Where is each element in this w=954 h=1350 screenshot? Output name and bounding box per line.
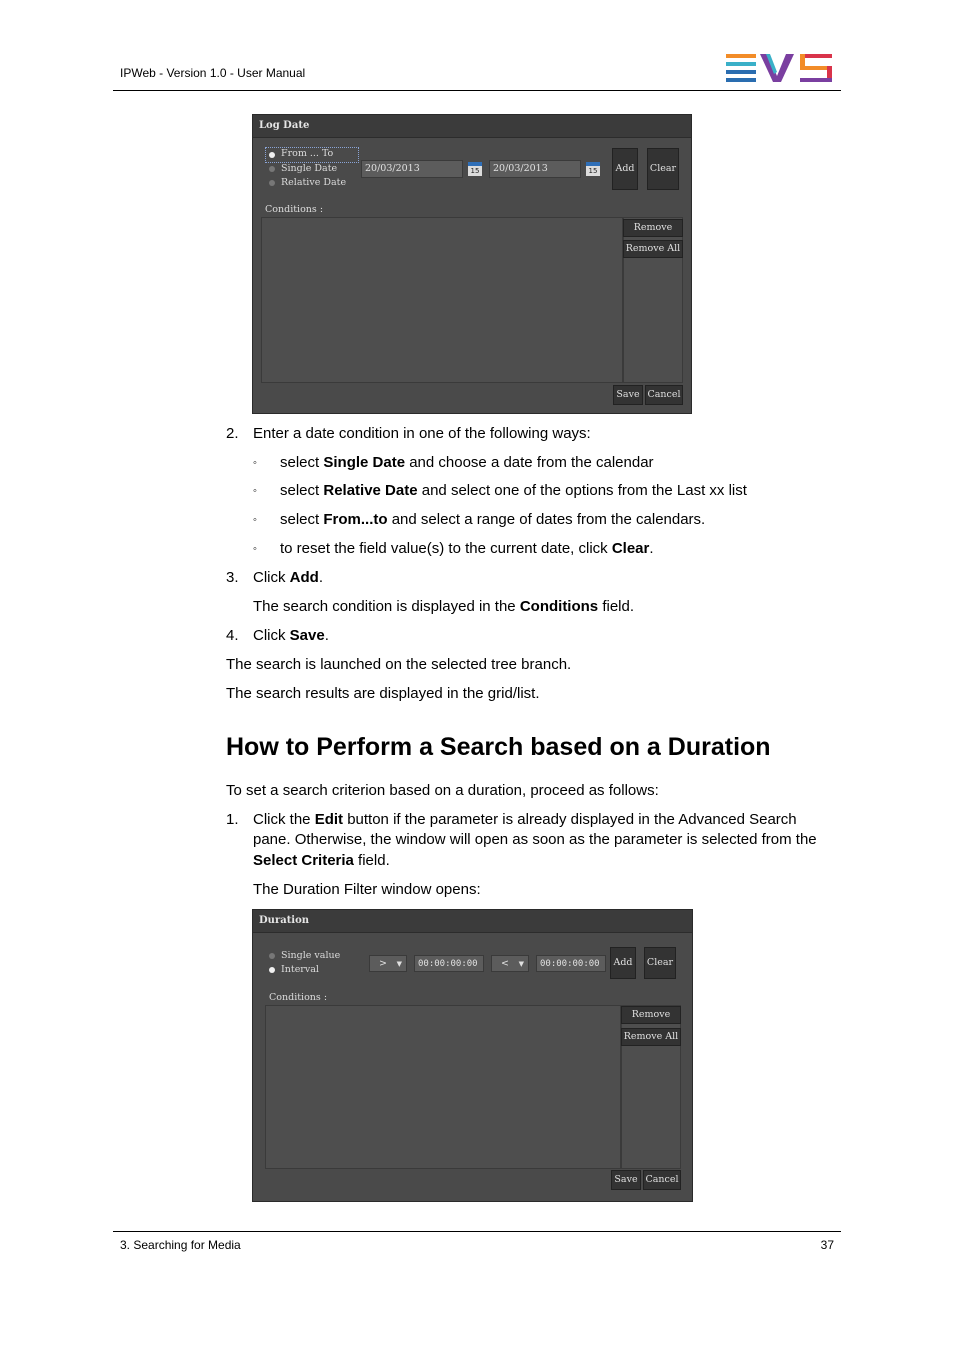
text: Click bbox=[253, 569, 290, 586]
remove-all-button[interactable]: Remove All bbox=[623, 240, 683, 258]
text: and select one of the options from the Last xx list bbox=[417, 482, 747, 499]
bold-term: Relative Date bbox=[323, 482, 418, 499]
operator-select-2[interactable] bbox=[491, 955, 529, 972]
chevron-down-icon: ▼ bbox=[396, 960, 402, 968]
operator-value: > bbox=[379, 958, 387, 969]
date-to-field[interactable]: 20/03/2013 bbox=[489, 160, 581, 178]
bold-term: Add bbox=[289, 569, 319, 586]
clear-button[interactable]: Clear bbox=[644, 947, 676, 979]
step-subtext: The Duration Filter window opens: bbox=[253, 881, 481, 898]
cancel-button[interactable]: Cancel bbox=[645, 385, 683, 405]
text: Click bbox=[253, 627, 290, 644]
dialog-title: Duration bbox=[253, 910, 692, 933]
save-button[interactable]: Save bbox=[611, 1170, 641, 1190]
bullet-item bbox=[280, 453, 654, 473]
step-number: 3. bbox=[226, 569, 239, 586]
operator-select-1[interactable] bbox=[369, 955, 407, 972]
bold-term: Single Date bbox=[323, 454, 406, 471]
text: . bbox=[324, 627, 329, 644]
radio-single-date[interactable] bbox=[269, 166, 275, 172]
text: Click the bbox=[253, 811, 315, 828]
header-title: IPWeb - Version 1.0 - User Manual bbox=[120, 66, 306, 80]
bullet-icon: ◦ bbox=[253, 543, 257, 555]
remove-all-button[interactable]: Remove All bbox=[621, 1028, 681, 1046]
dialog-title: Log Date bbox=[253, 115, 691, 138]
bullet-item bbox=[280, 510, 705, 530]
option-single-date-label: Single Date bbox=[281, 163, 338, 174]
option-single-value-label: Single value bbox=[281, 950, 341, 961]
clear-button[interactable]: Clear bbox=[647, 148, 679, 190]
step-number: 4. bbox=[226, 627, 239, 644]
option-from-to-label: From ... To bbox=[281, 148, 334, 159]
conditions-list[interactable] bbox=[261, 217, 623, 383]
log-date-dialog bbox=[252, 114, 692, 414]
bold-term: Conditions bbox=[519, 598, 599, 615]
remove-button[interactable]: Remove bbox=[623, 219, 683, 237]
duration-time-field-2[interactable]: 00:00:00:00 bbox=[536, 955, 606, 972]
step-text-line: pane. Otherwise, the window will open as soon as the parameter is selected from the bbox=[253, 831, 817, 848]
date-from-field[interactable]: 20/03/2013 bbox=[361, 160, 463, 178]
bold-term: Edit bbox=[314, 811, 344, 828]
text: select bbox=[280, 454, 324, 471]
step-text bbox=[253, 568, 323, 588]
radio-single-value[interactable] bbox=[269, 953, 275, 959]
bullet-icon: ◦ bbox=[253, 514, 257, 526]
radio-from-to[interactable] bbox=[269, 152, 275, 158]
operator-value: < bbox=[501, 958, 509, 969]
text: and select a range of dates from the calendars. bbox=[387, 511, 706, 528]
text: and choose a date from the calendar bbox=[405, 454, 654, 471]
text: select bbox=[280, 511, 324, 528]
add-button[interactable]: Add bbox=[612, 148, 638, 190]
text: The search condition is displayed in the bbox=[253, 598, 520, 615]
bullet-icon: ◦ bbox=[253, 485, 257, 497]
text: to reset the field value(s) to the current date, click bbox=[280, 540, 612, 557]
evs-logo bbox=[726, 54, 834, 82]
option-interval-label: Interval bbox=[281, 964, 319, 975]
step-text-line bbox=[253, 851, 390, 871]
bold-term: Select Criteria bbox=[253, 852, 354, 869]
text: field. bbox=[598, 598, 635, 615]
section-heading: How to Perform a Search based on a Duration bbox=[226, 733, 771, 761]
calendar-icon[interactable]: 15 bbox=[468, 162, 482, 176]
remove-button[interactable]: Remove bbox=[621, 1006, 681, 1024]
step-text: Enter a date condition in one of the following ways: bbox=[253, 425, 591, 442]
option-relative-date-label: Relative Date bbox=[281, 177, 347, 188]
chevron-down-icon: ▼ bbox=[518, 960, 524, 968]
conditions-label: Conditions : bbox=[269, 992, 328, 1003]
duration-time-field-1[interactable]: 00:00:00:00 bbox=[414, 955, 484, 972]
paragraph: The search results are displayed in the grid/list. bbox=[226, 685, 540, 702]
calendar-icon[interactable]: 15 bbox=[586, 162, 600, 176]
bullet-item bbox=[280, 539, 654, 559]
text: . bbox=[318, 569, 324, 586]
bullet-item bbox=[280, 481, 747, 501]
step-subtext bbox=[253, 597, 634, 617]
radio-interval[interactable] bbox=[269, 967, 275, 973]
text: field. bbox=[353, 852, 390, 869]
section-intro: To set a search criterion based on a duration, proceed as follows: bbox=[226, 782, 659, 799]
add-button[interactable]: Add bbox=[610, 947, 636, 979]
radio-relative-date[interactable] bbox=[269, 180, 275, 186]
step-number: 1. bbox=[226, 811, 239, 828]
footer-rule bbox=[113, 1231, 841, 1232]
bullet-icon: ◦ bbox=[253, 457, 257, 469]
text: . bbox=[649, 540, 654, 557]
step-number: 2. bbox=[226, 425, 239, 442]
header-rule bbox=[113, 90, 841, 91]
paragraph: The search is launched on the selected tree branch. bbox=[226, 656, 572, 673]
text: button if the parameter is already displayed in the Advanced Search bbox=[343, 811, 797, 828]
bold-term: Clear bbox=[611, 540, 650, 557]
footer-chapter: 3. Searching for Media bbox=[120, 1238, 241, 1252]
save-button[interactable]: Save bbox=[613, 385, 643, 405]
cancel-button[interactable]: Cancel bbox=[643, 1170, 681, 1190]
conditions-label: Conditions : bbox=[265, 204, 324, 215]
step-text-line bbox=[253, 810, 797, 830]
page-number: 37 bbox=[820, 1238, 834, 1252]
conditions-list[interactable] bbox=[265, 1005, 621, 1169]
text: select bbox=[280, 482, 324, 499]
duration-dialog bbox=[252, 909, 693, 1202]
step-text bbox=[253, 626, 329, 646]
bold-term: Save bbox=[289, 627, 325, 644]
bold-term: From...to bbox=[323, 511, 388, 528]
